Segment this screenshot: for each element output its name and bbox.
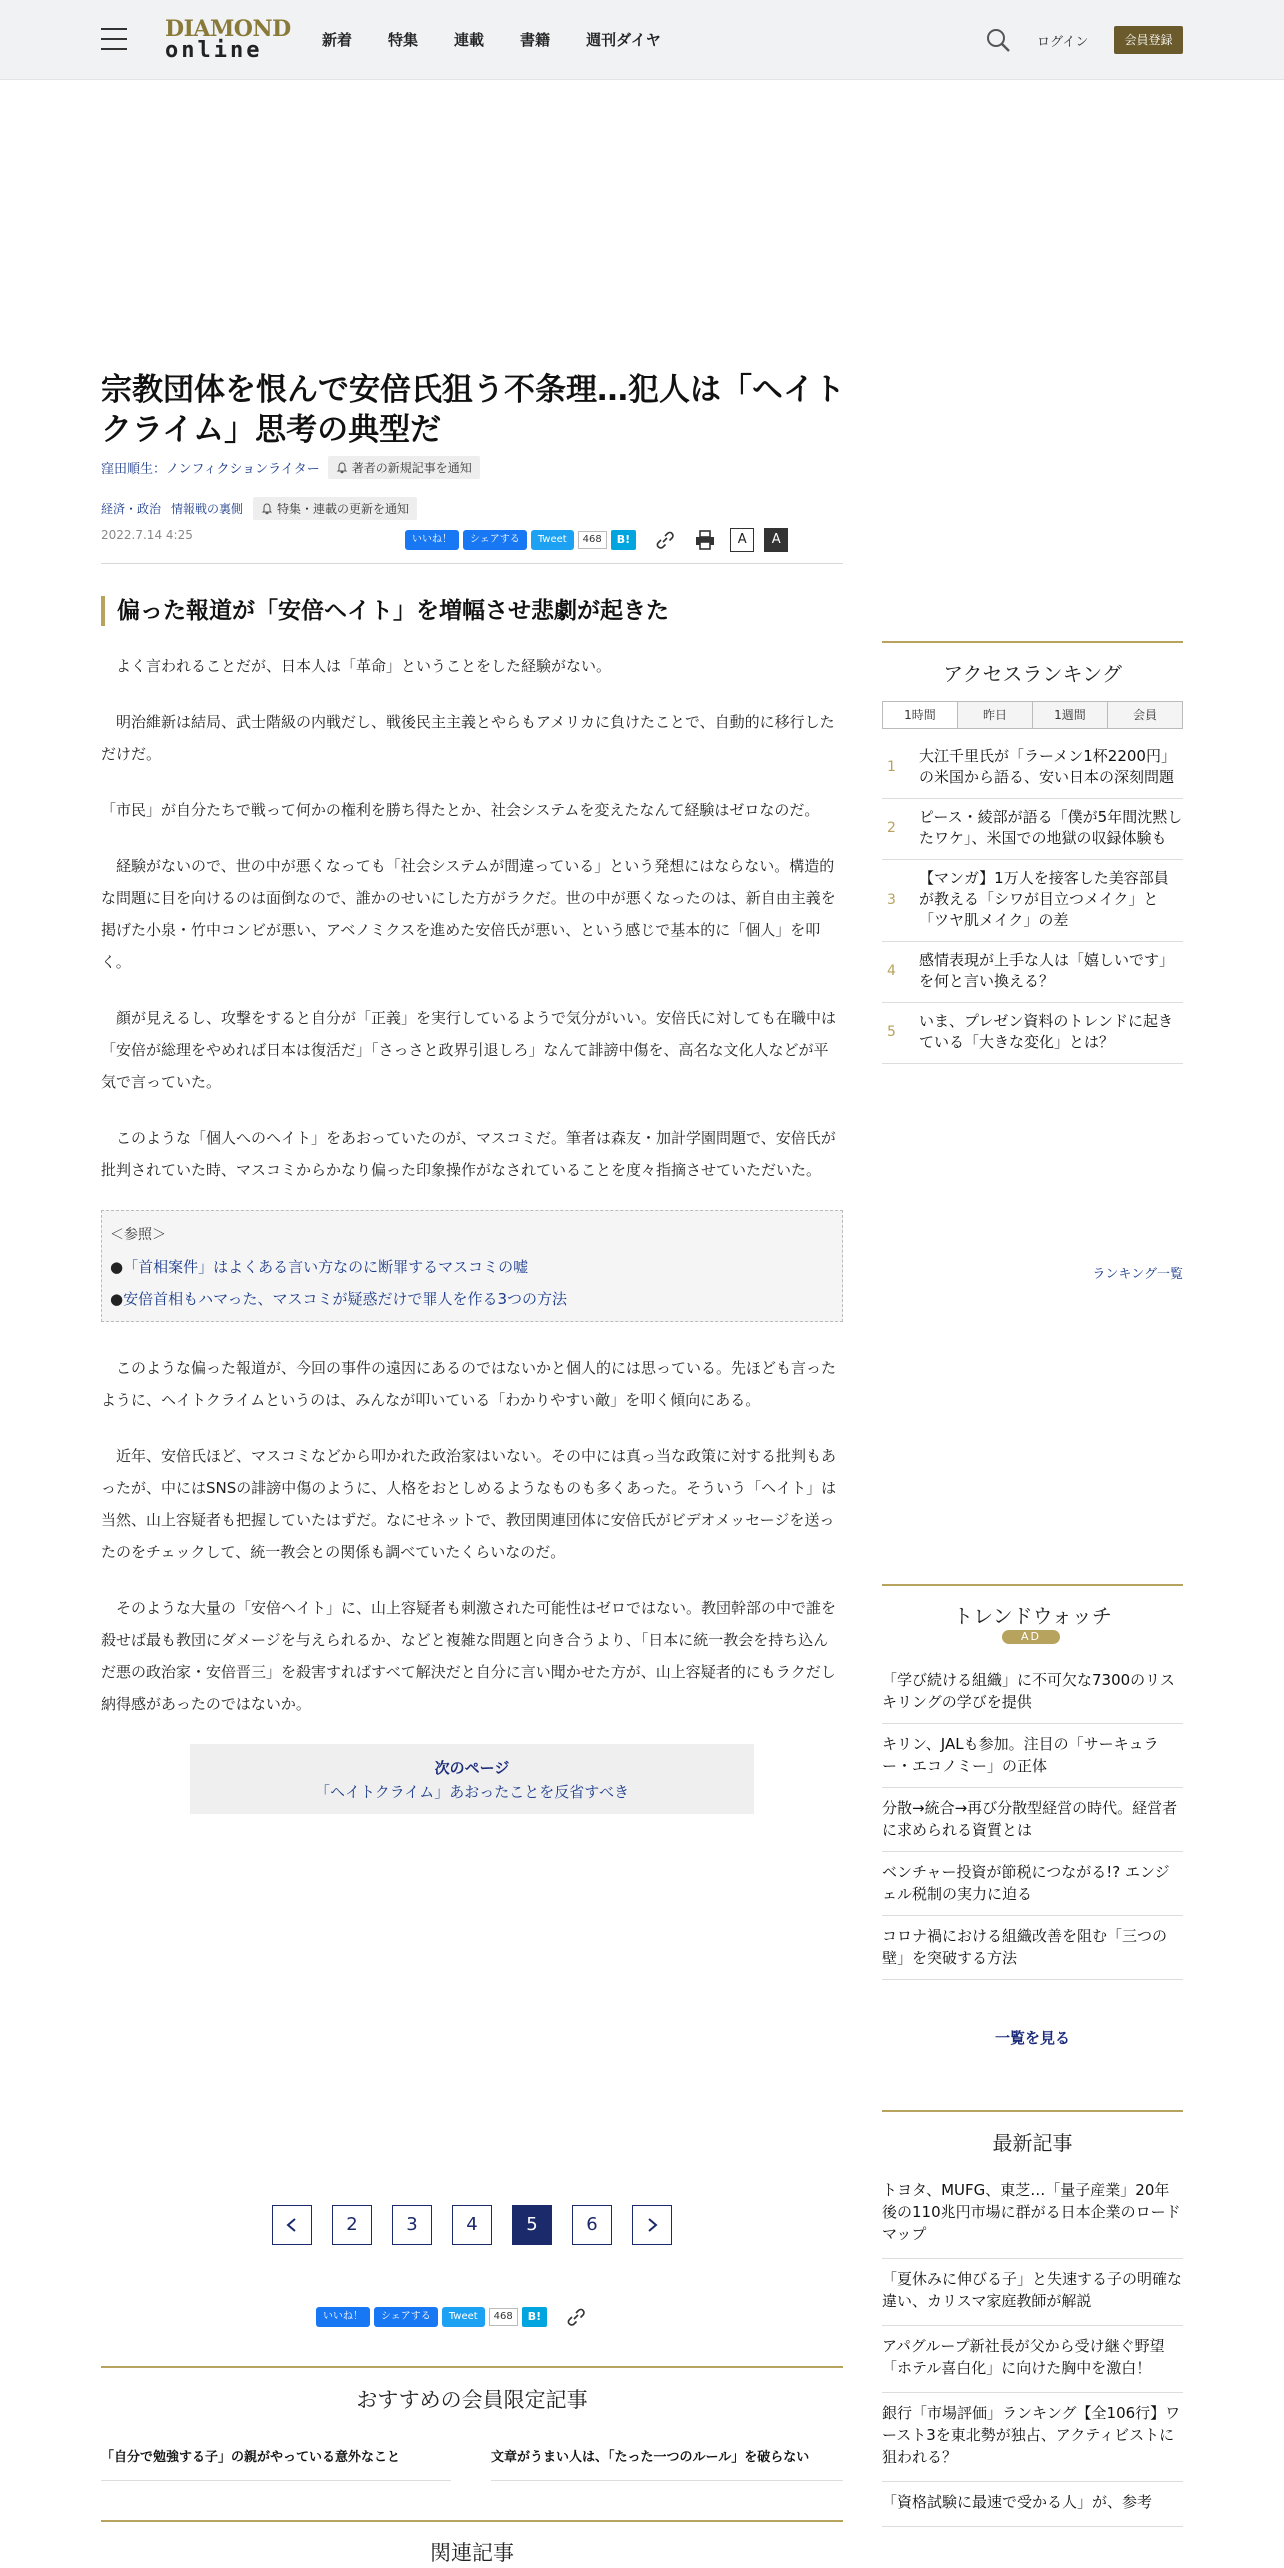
- facebook-share-button[interactable]: シェアする: [374, 2307, 438, 2327]
- nav-weekly[interactable]: 週刊ダイヤ: [586, 31, 661, 49]
- search-icon[interactable]: [985, 27, 1011, 53]
- reference-link[interactable]: ●安倍首相もハマった、マスコミが疑惑だけで罪人を作る3つの方法: [110, 1290, 568, 1308]
- ranking-title: アクセスランキング: [943, 662, 1122, 686]
- share-toolbar: [405, 528, 788, 552]
- nav-books[interactable]: 書籍: [520, 31, 551, 49]
- ranking-item[interactable]: 3 【マンガ】1万人を接客した美容部員が教える「シワが目立つメイク」と「ツヤ肌メイク」の差: [882, 860, 1183, 942]
- tab-yesterday[interactable]: 昨日: [957, 702, 1032, 728]
- ranking-item[interactable]: 1 大江千里氏が「ラーメン1杯2200円」の米国から語る、安い日本の深刻問題: [882, 738, 1183, 799]
- ranking-item[interactable]: 4 感情表現が上手な人は「嬉しいです」を何と言い換える？: [882, 942, 1183, 1003]
- chevron-right-icon: [645, 2218, 659, 2232]
- bell-icon: [261, 503, 273, 515]
- paragraph: 明治維新は結局、武士階級の内戦だし、戦後民主主義とやらもアメリカに負けたことで、自動的に移行しただけだ。: [101, 713, 835, 763]
- ranking-list: [882, 738, 1183, 1064]
- divider: [101, 2480, 451, 2481]
- page-3-button[interactable]: 3: [392, 2205, 432, 2245]
- nav-series[interactable]: 連載: [454, 31, 485, 49]
- font-size-large-button[interactable]: A: [764, 528, 788, 552]
- trend-item[interactable]: 「学び続ける組織」に不可欠な7300のリスキリングの学びを提供: [882, 1660, 1183, 1724]
- series-notify-button[interactable]: 特集・連載の更新を通知: [253, 497, 417, 520]
- nav-features[interactable]: 特集: [388, 31, 419, 49]
- pagination: [272, 2205, 672, 2245]
- recommend-item[interactable]: 「自分で勉強する子」の親がやっている意外なこと: [101, 2450, 401, 2465]
- page-6-button[interactable]: 6: [572, 2205, 612, 2245]
- next-page-button[interactable]: 次のページ 「ヘイトクライム」あおったことを反省すべき: [190, 1744, 754, 1814]
- divider: [101, 2520, 843, 2522]
- tab-1week[interactable]: 1週間: [1032, 702, 1107, 728]
- print-icon[interactable]: [694, 529, 716, 551]
- ranking-tabs: [882, 701, 1183, 729]
- divider: [491, 2480, 843, 2481]
- paragraph: 顔が見えるし、攻撃をすると自分が「正義」を実行しているようで気分がいい。安倍氏に対しても在職中は「安倍が総理をやめれば日本は復活だ」「さっさと政界引退しろ」なんて誹謗中傷を、高名な文化人などが平気で言っていた。: [101, 1009, 837, 1091]
- recommend-item[interactable]: 文章がうまい人は、「たった一つのルール」を破らない: [491, 2450, 810, 2465]
- share-toolbar-bottom: [316, 2306, 587, 2328]
- facebook-like-button[interactable]: いいね！: [405, 530, 459, 550]
- trend-item[interactable]: ベンチャー投資が節税につながる!? エンジェル税制の実力に迫る: [882, 1852, 1183, 1916]
- page-4-button[interactable]: 4: [452, 2205, 492, 2245]
- nav-new[interactable]: 新着: [322, 31, 353, 49]
- paragraph: このような偏った報道が、今回の事件の遠因にあるのではないかと個人的には思っている。先ほども言ったように、ヘイトクライムというのは、みんなが叩いている「わかりやすい敵」を叩く傾向にある。: [101, 1359, 837, 1409]
- section-heading: 偏った報道が「安倍ヘイト」を増幅させ悲劇が起きた: [101, 596, 843, 626]
- tags-row: [101, 497, 417, 520]
- tab-members[interactable]: 会員: [1107, 702, 1182, 728]
- ranking-item[interactable]: 2 ピース・綾部が語る「僕が5年間沈黙したワケ」、米国での地獄の収録体験も: [882, 799, 1183, 860]
- tag-series[interactable]: 情報戦の裏側: [171, 502, 244, 516]
- trend-list: [882, 1660, 1183, 1980]
- next-page-arrow-button[interactable]: [632, 2205, 672, 2245]
- divider: [882, 1584, 1183, 1586]
- reference-head: ＜参照＞: [110, 1227, 166, 1243]
- tweet-button[interactable]: Tweet: [442, 2307, 485, 2327]
- latest-item[interactable]: トヨタ、MUFG、東芝…「量子産業」20年後の110兆円市場に群がる日本企業のロードマップ: [882, 2170, 1183, 2259]
- link-icon[interactable]: [654, 529, 676, 551]
- latest-item[interactable]: 「資格試験に最速で受かる人」が、参考: [882, 2482, 1183, 2527]
- divider: [882, 2110, 1183, 2112]
- site-logo[interactable]: DIAMOND online: [165, 16, 291, 63]
- hatena-count: 468: [578, 531, 607, 549]
- trend-item[interactable]: 分散→統合→再び分散型経営の時代。経営者に求められる資質とは: [882, 1788, 1183, 1852]
- divider: [882, 641, 1183, 643]
- article-title: 宗教団体を恨んで安倍氏狙う不条理…犯人は「ヘイトクライム」思考の典型だ: [101, 372, 845, 448]
- paragraph: 「市民」が自分たちで戦って何かの権利を勝ち得たとか、社会システムを変えたなんて経験はゼロなのだ。: [101, 801, 820, 819]
- trend-item[interactable]: コロナ禍における組織改善を阻む「三つの壁」を突破する方法: [882, 1916, 1183, 1980]
- hatena-bookmark-button[interactable]: B!: [611, 530, 636, 550]
- author-row: [101, 456, 480, 479]
- tweet-button[interactable]: Tweet: [531, 530, 574, 550]
- login-link[interactable]: ログイン: [1037, 35, 1089, 50]
- bell-icon: [336, 462, 348, 474]
- publish-date: 2022.7.14 4:25: [101, 528, 193, 542]
- latest-item[interactable]: 銀行「市場評価」ランキング【全106行】ワースト3を東北勢が独占、アクティビストに狙われる？: [882, 2393, 1183, 2482]
- font-size-small-button[interactable]: A: [730, 528, 754, 552]
- ranking-more-link[interactable]: ランキング一覧: [1092, 1267, 1183, 1282]
- hatena-count: 468: [489, 2308, 518, 2326]
- facebook-like-button[interactable]: いいね！: [316, 2307, 370, 2327]
- link-icon[interactable]: [565, 2306, 587, 2328]
- related-title: 関連記事: [430, 2541, 514, 2565]
- prev-page-button[interactable]: [272, 2205, 312, 2245]
- latest-title: 最新記事: [992, 2131, 1073, 2155]
- menu-icon[interactable]: [101, 28, 127, 50]
- author-link[interactable]: 窪田順生：ノンフィクションライター: [101, 462, 320, 477]
- page-2-button[interactable]: 2: [332, 2205, 372, 2245]
- latest-item[interactable]: 「夏休みに伸びる子」と失速する子の明確な違い、カリスマ家庭教師が解説: [882, 2259, 1183, 2326]
- site-header: [0, 0, 1284, 80]
- facebook-share-button[interactable]: シェアする: [463, 530, 527, 550]
- reference-link[interactable]: ●「首相案件」はよくある言い方なのに断罪するマスコミの嘘: [110, 1258, 529, 1276]
- latest-item[interactable]: アパグループ新社長が父から受け継ぐ野望「ホテル喜白化」に向けた胸中を激白！: [882, 2326, 1183, 2393]
- page-5-button[interactable]: 5: [512, 2205, 552, 2245]
- author-notify-button[interactable]: 著者の新規記事を通知: [328, 456, 480, 479]
- paragraph: このような「個人へのヘイト」をあおっていたのが、マスコミだ。筆者は森友・加計学園問題で、安倍氏が批判されていた時、マスコミからかなり偏った印象操作がなされていることを度々指摘させていただいた。: [101, 1129, 836, 1179]
- paragraph: よく言われることだが、日本人は「革命」ということをした経験がない。: [101, 657, 612, 675]
- hatena-bookmark-button[interactable]: B!: [522, 2307, 547, 2327]
- trend-title: トレンドウォッチ: [953, 1604, 1112, 1628]
- paragraph: 経験がないので、世の中が悪くなっても「社会システムが間違っている」という発想にはならない。構造的な問題に目を向けるのは面倒なので、誰かのせいにした方がラクだ。世の中が悪くなったのは、新自由主義を掲げた小泉・竹中コンビが悪い、アベノミクスを進めた安倍氏が悪い、という感じで基本的に「個人」を叩く。: [101, 857, 836, 971]
- trend-more-link[interactable]: 一覧を見る: [994, 2029, 1070, 2047]
- article-body: [101, 650, 843, 1814]
- chevron-left-icon: [285, 2218, 299, 2232]
- latest-list: [882, 2170, 1183, 2527]
- ranking-item[interactable]: 5 いま、プレゼン資料のトレンドに起きている「大きな変化」とは？: [882, 1003, 1183, 1064]
- recommend-title: おすすめの会員限定記事: [356, 2388, 588, 2412]
- paragraph: 近年、安倍氏ほど、マスコミなどから叩かれた政治家はいない。その中には真っ当な政策に対する批判もあったが、中にはSNSの誹謗中傷のように、人格をおとしめるようなものも多くあった。そういう「ヘイト」は当然、山上容疑者も把握していたはずだ。なにせネットで、教団関連団体に安倍氏がビデオメッセージを送ったのをチェックして、統一教会との関係も調べていたくらいなのだ。: [101, 1447, 837, 1561]
- paragraph: そのような大量の「安倍ヘイト」に、山上容疑者も刺激された可能性はゼロではない。教団幹部の中で誰を殺せば最も教団にダメージを与えられるか、などと複雑な問題と向き合うより、「日本に統一教会を持ち込んだ悪の政治家・安倍晋三」を殺害すればすべて解決だと自分に言い聞かせた方が、山上容疑者的にもラクだし納得感があったのではないか。: [101, 1599, 837, 1713]
- reference-box: [101, 1210, 843, 1322]
- divider: [101, 2366, 843, 2368]
- register-button[interactable]: 会員登録: [1114, 26, 1183, 54]
- ad-badge: AD: [1002, 1630, 1060, 1644]
- tag-economy[interactable]: 経済・政治: [101, 502, 162, 516]
- main-nav: [322, 29, 697, 50]
- trend-item[interactable]: キリン、JALも参加。注目の「サーキュラー・エコノミー」の正体: [882, 1724, 1183, 1788]
- tab-1hour[interactable]: 1時間: [883, 702, 957, 728]
- divider: [101, 563, 843, 564]
